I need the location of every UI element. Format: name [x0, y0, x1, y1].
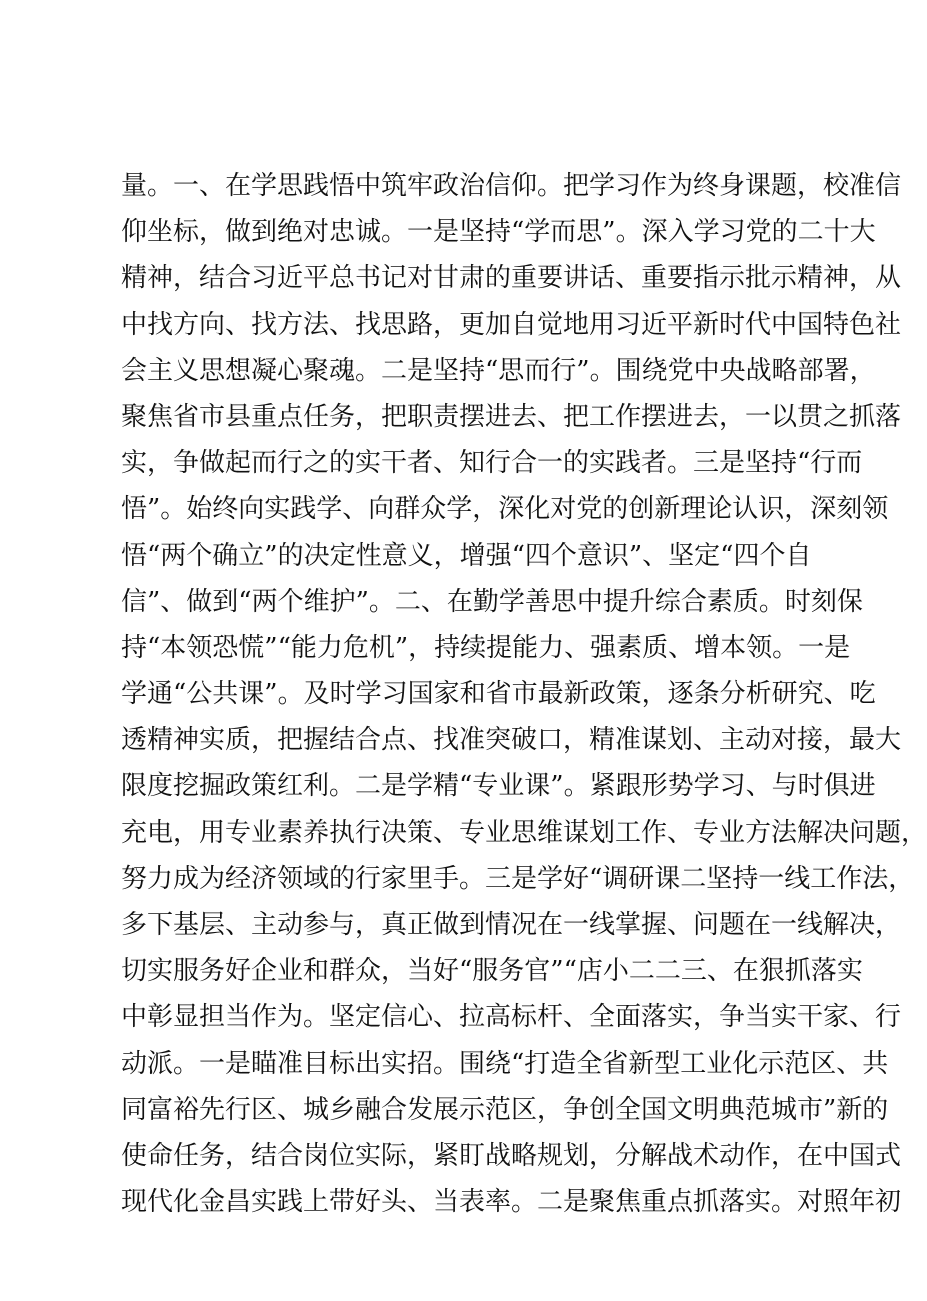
text-line: 努力成为经济领域的行家里手。三是学好“调研课二坚持一线工作法， — [121, 863, 915, 894]
text-line: 透精神实质，把握结合点、找准突破口，精准谋划、主动对接，最大 — [121, 725, 902, 756]
text-line: 中彰显担当作为。坚定信心、拉高标杆、全面落实，争当实干家、行 — [121, 1002, 902, 1033]
text-line: 悟“两个确立”的决定性意义，增强“四个意识”、坚定“四个自 — [121, 540, 812, 571]
text-line: 限度挖掘政策红利。二是学精“专业课”。紧跟形势学习、与时俱进 — [121, 771, 876, 802]
body-text — [121, 163, 927, 1225]
text-line: 使命任务，结合岗位实际，紧盯战略规划，分解战术动作，在中国式 — [121, 1140, 902, 1171]
text-line: 会主义思想凝心聚魂。二是坚持“思而行”。围绕党中央战略部署， — [121, 355, 876, 386]
text-line: 现代化金昌实践上带好头、当表率。二是聚焦重点抓落实。对照年初 — [121, 1187, 902, 1218]
text-line: 仰坐标，做到绝对忠诚。一是坚持“学而思”。深入学习党的二十大 — [121, 217, 876, 248]
text-line: 中找方向、找方法、找思路，更加自觉地用习近平新时代中国特色社 — [121, 309, 902, 340]
text-line: 持“本领恐慌”“能力危机”，持续提能力、强素质、增本领。一是 — [121, 632, 851, 663]
text-line: 信”、做到“两个维护”。二、在勤学善思中提升综合素质。时刻保 — [121, 586, 863, 617]
text-line: 量。一、在学思践悟中筑牢政治信仰。把学习作为终身课题，校准信 — [121, 171, 902, 201]
text-line: 多下基层、主动参与，真正做到情况在一线掌握、问题在一线解决， — [121, 910, 902, 940]
text-line: 悟”。始终向实践学、向群众学，深化对党的创新理论认识，深刻领 — [121, 494, 889, 525]
text-line: 精神，结合习近平总书记对甘肃的重要讲话、重要指示批示精神，从 — [121, 263, 902, 294]
text-line: 聚焦省市县重点任务，把职责摆进去、把工作摆进去，一以贯之抓落 — [121, 401, 902, 432]
text-line: 动派。一是瞄准目标出实招。围绕“打造全省新型工业化示范区、共 — [121, 1048, 889, 1079]
text-line: 充电，用专业素养执行决策、专业思维谋划工作、专业方法解决问题， — [121, 817, 927, 848]
text-line: 同富裕先行区、城乡融合发展示范区，争创全国文明典范城市”新的 — [121, 1094, 889, 1125]
text-line: 学通“公共课”。及时学习国家和省市最新政策，逐条分析研究、吃 — [121, 679, 876, 710]
text-line: 实，争做起而行之的实干者、知行合一的实践者。三是坚持“行而 — [121, 448, 863, 479]
text-line: 切实服务好企业和群众，当好“服务官”“店小二二三、在狠抓落实 — [121, 956, 863, 987]
